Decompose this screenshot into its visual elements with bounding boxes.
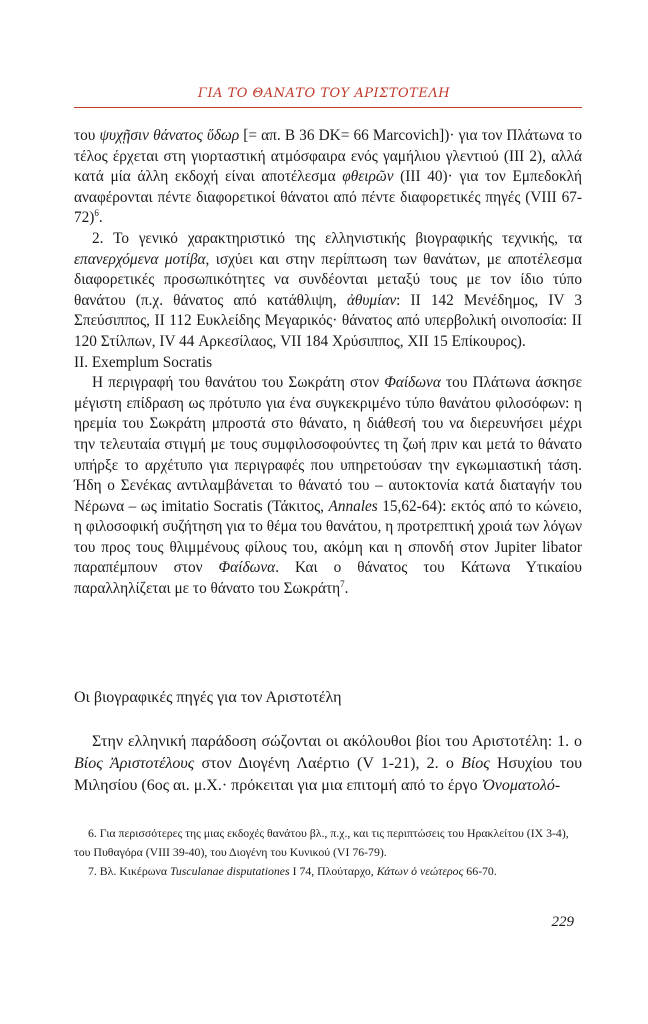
section-label: II. Exemplum Socratis (74, 353, 213, 371)
page-number: 229 (551, 914, 574, 930)
text-run: 66-70. (463, 864, 497, 878)
text-run: 15,62-64): εκτός από το κώνειο, η φιλοσοφική συζήτηση για το θέμα του θανάτου, η προτρεπτική χροιά των λόγων του προς τους θλιμμένους φίλους του, ακόμη και η σπονδή στον Jupiter libator παραπέμπουν στον (74, 497, 583, 577)
text-run: Στην ελληνική παράδοση σώζονται οι ακόλουθοι βίοι του Αριστοτέλη: 1. ο (92, 733, 582, 750)
text-run: 2. Το γενικό χαρακτηριστικό της ελληνιστικής βιογραφικής τεχνικής, τα (92, 229, 582, 247)
footnote-ref[interactable]: 7 (340, 578, 345, 589)
emphasis: επανερχόμενα μοτίβα (74, 250, 206, 268)
footnote-ref[interactable]: 6 (94, 208, 99, 219)
text-run: του Πλάτωνα άσκησε μέγιστη επίδραση ως πρότυπο για ένα συγκεκριμένο τύπο θανάτου φιλοσόφων: η ηρεμία του Σωκράτη μπροστά στο θάνατο, η διάθεσή του να διερευνήσει μέχρι την τελευταία στιγμή με τους συμφιλοσοφούντες τη ζωή πριν και μετά το θάνατο υπήρξε το αρχέτυπο για περιγραφές που υπηρετούσαν την εγκωμιαστική τάση. Ήδη ο Σενέκας αντιλαμβάνεται το θάνατό του – αυτοκτονία κατά διαταγήν του Νέρωνα – ως imitatio Socratis (Τάκιτος, (74, 374, 583, 515)
greek-word: φθειρῶν (342, 168, 394, 186)
footnote-7 (74, 862, 582, 881)
text-run: . (98, 209, 103, 227)
section-paragraph (74, 731, 582, 797)
work-title: Annales (328, 497, 378, 515)
text-run: του (74, 127, 100, 144)
text-run: (ΙΙΙ 40)· για τον Εμπεδοκλή αναφέρονται πέντε διαφορετικοί θάνατοι από πέντε διαφορετικές πηγές (VIII 67-72) (74, 168, 582, 227)
footnotes (74, 824, 582, 881)
text-run: Ησυχίου του Μιλησίου (6ος αι. μ.Χ.· πρόκειται για μια επιτομή από το έργο (74, 755, 582, 794)
paragraph-3 (74, 373, 582, 600)
work-title: Φαίδωνα (218, 559, 276, 577)
text-run: 7. Βλ. Κικέρωνα (88, 864, 170, 878)
running-head: ΓΙΑ ΤΟ ΘΑΝΑΤΟ ΤΟΥ ΑΡΙΣΤΟΤΕΛΗ (197, 86, 451, 101)
work-title: Κάτων ὁ νεώτερος (376, 864, 464, 878)
greek-word: ἀθυμίαν (346, 291, 397, 309)
work-title: Φαίδωνα (384, 374, 441, 392)
text-run: Η περιγραφή του θανάτου του Σωκράτη στον (92, 374, 385, 392)
greek-quote: ψυχῇσιν θάνατος ὕδωρ (99, 127, 240, 144)
text-run: I 74, Πλούταρχο, (289, 864, 377, 878)
text-run: : II 142 Μενέδημος, IV 3 Σπεύσιππος, II 112 Ευκλείδης Μεγαρικός· θάνατος από υπερβολική οινοποσία: II 120 Στίλπων, IV 44 Αρκεσίλαος, VII 184 Χρύσιππος, XII 15 Επίκουρος). (74, 291, 582, 350)
text-run: . Και ο θάνατος του Κάτωνα Υτικαίου παραλληλίζεται με το θάνατο του Σωκράτη (74, 559, 582, 598)
paragraph-2 (74, 229, 582, 353)
work-title: Tusculanae disputationes (170, 864, 290, 878)
section-heading: Οι βιογραφικές πηγές για τον Αριστοτέλη (74, 689, 342, 706)
text-run: , ισχύει και στην περίπτωση των θανάτων, με αποτέλεσμα διαφορετικές προσωπικότητες να συνδέονται μεταξύ τους με τον ίδιο τύπο θανάτου (π.χ. θάνατος από κατάθλιψη, (74, 250, 582, 309)
work-title: Βίος (461, 755, 490, 772)
text-run: . (344, 580, 349, 598)
footnote-6: 6. Για περισσότερες της μιας εκδοχές θανάτου βλ., π.χ., και τις περιπτώσεις του Ηρακλείτου (IX 3-4), του Πυθαγόρα (VIII 39-40), του Διογένη του Κυνικού (VI 76-79). (74, 826, 569, 859)
header-rule (74, 107, 582, 108)
paragraph-1 (74, 126, 582, 229)
work-title: Ὀνοματολό- (481, 777, 561, 794)
text-run: στον Διογένη Λαέρτιο (V 1-21), 2. ο (194, 755, 462, 772)
work-title: Βίος Ἀριστοτέλους (74, 755, 195, 772)
main-text (74, 126, 582, 600)
text-run: [= απ. Β 36 DK= 66 Marcovich])· για τον Πλάτωνα το τέλος έρχεται στη γιορταστική ατμόσφαιρα ενός γαμήλιου γλεντιού (ΙΙΙ 2), αλλά κατά μία άλλη εκδοχή είναι αποτέλεσμα (74, 127, 582, 186)
